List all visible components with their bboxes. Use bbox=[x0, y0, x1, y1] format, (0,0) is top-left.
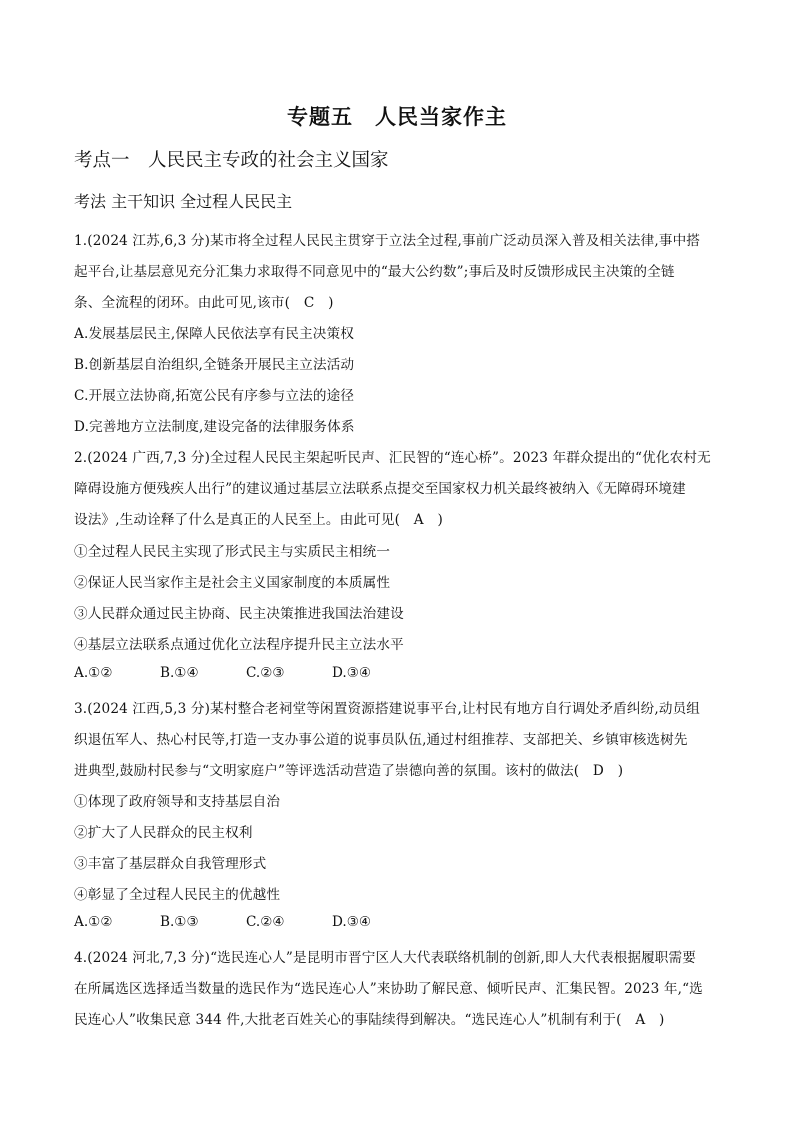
q3-statement-3: ③丰富了基层群众自我管理形式 bbox=[74, 856, 267, 872]
q3-stem-line-2: 织退伍军人、热心村民等,打造一支办事公道的说事员队伍,通过村组推荐、支部把关、乡镇审核选树先 bbox=[74, 732, 688, 748]
q3-choice-b: B.①③ bbox=[160, 914, 199, 930]
q2-stem-line-1: 2.(2024 广西,7,3 分)全过程人民民主架起听民声、汇民智的“连心桥”。2023 年群众提出的“优化农村无 bbox=[74, 450, 711, 466]
subsection-heading: 考法 主干知识 全过程人民民主 bbox=[74, 192, 293, 211]
q2-statement-3: ③人民群众通过民主协商、民主决策推进我国法治建设 bbox=[74, 606, 404, 622]
q1-option-c: C.开展立法协商,拓宽公民有序参与立法的途径 bbox=[74, 388, 355, 404]
q3-choices bbox=[74, 914, 371, 930]
q1-stem-line-2: 起平台,让基层意见充分汇集力求取得不同意见中的“最大公约数”;事后及时反馈形成民主决策的全链 bbox=[74, 264, 675, 280]
q3-statement-1: ①体现了政府领导和支持基层自治 bbox=[74, 794, 281, 810]
q3-choice-a: A.①② bbox=[74, 914, 113, 930]
q4-stem-line-3: 民连心人”收集民意 344 件,大批老百姓关心的事陆续得到解决。“选民连心人”机制有利于( A ) bbox=[74, 1012, 665, 1028]
section-heading: 考点一 人民民主专政的社会主义国家 bbox=[74, 150, 389, 171]
q3-statement-2: ②扩大了人民群众的民主权利 bbox=[74, 825, 253, 841]
q1-stem-line-1: 1.(2024 江苏,6,3 分)某市将全过程人民民主贯穿于立法全过程,事前广泛动员深入普及相关法律,事中搭 bbox=[74, 233, 701, 249]
page-title: 专题五 人民当家作主 bbox=[287, 105, 507, 129]
q2-choices bbox=[74, 665, 371, 681]
q2-choice-c: C.②③ bbox=[246, 665, 285, 681]
q3-choice-d: D.③④ bbox=[332, 914, 372, 930]
q3-choice-c: C.②④ bbox=[246, 914, 285, 930]
q2-statement-1: ①全过程人民民主实现了形式民主与实质民主相统一 bbox=[74, 544, 391, 560]
q2-statement-2: ②保证人民当家作主是社会主义国家制度的本质属性 bbox=[74, 575, 391, 591]
q3-statement-4: ④彰显了全过程人民民主的优越性 bbox=[74, 887, 281, 903]
q4-stem-line-2: 在所属选区选择适当数量的选民作为“选民连心人”来协助了解民意、倾听民声、汇集民智。2023 年,“选 bbox=[74, 981, 703, 997]
q1-option-a: A.发展基层民主,保障人民依法享有民主决策权 bbox=[74, 326, 355, 342]
q2-choice-d: D.③④ bbox=[332, 665, 372, 681]
q2-statement-4: ④基层立法联系点通过优化立法程序提升民主立法水平 bbox=[74, 637, 404, 653]
q2-stem-line-2: 障碍设施方便残疾人出行”的建议通过基层立法联系点提交至国家权力机关最终被纳入《无障碍环境建 bbox=[74, 481, 686, 497]
q1-stem-line-3: 条、全流程的闭环。由此可见,该市( C ) bbox=[74, 295, 334, 311]
q1-option-d: D.完善地方立法制度,建设完备的法律服务体系 bbox=[74, 419, 355, 435]
q2-choice-a: A.①② bbox=[74, 665, 113, 681]
q2-choice-b: B.①④ bbox=[160, 665, 199, 681]
q2-stem-line-3: 设法》,生动诠释了什么是真正的人民至上。由此可见( A ) bbox=[74, 512, 443, 528]
q3-stem-line-1: 3.(2024 江西,5,3 分)某村整合老祠堂等闲置资源搭建说事平台,让村民有地方自行调处矛盾纠纷,动员组 bbox=[74, 701, 701, 717]
q4-stem-line-1: 4.(2024 河北,7,3 分)“选民连心人”是昆明市晋宁区人大代表联络机制的创新,即人大代表根据履职需要 bbox=[74, 950, 697, 966]
q3-stem-line-3: 进典型,鼓励村民参与“文明家庭户”等评选活动营造了崇德向善的氛围。该村的做法( D ) bbox=[74, 763, 624, 779]
q1-option-b: B.创新基层自治组织,全链条开展民主立法活动 bbox=[74, 357, 355, 373]
